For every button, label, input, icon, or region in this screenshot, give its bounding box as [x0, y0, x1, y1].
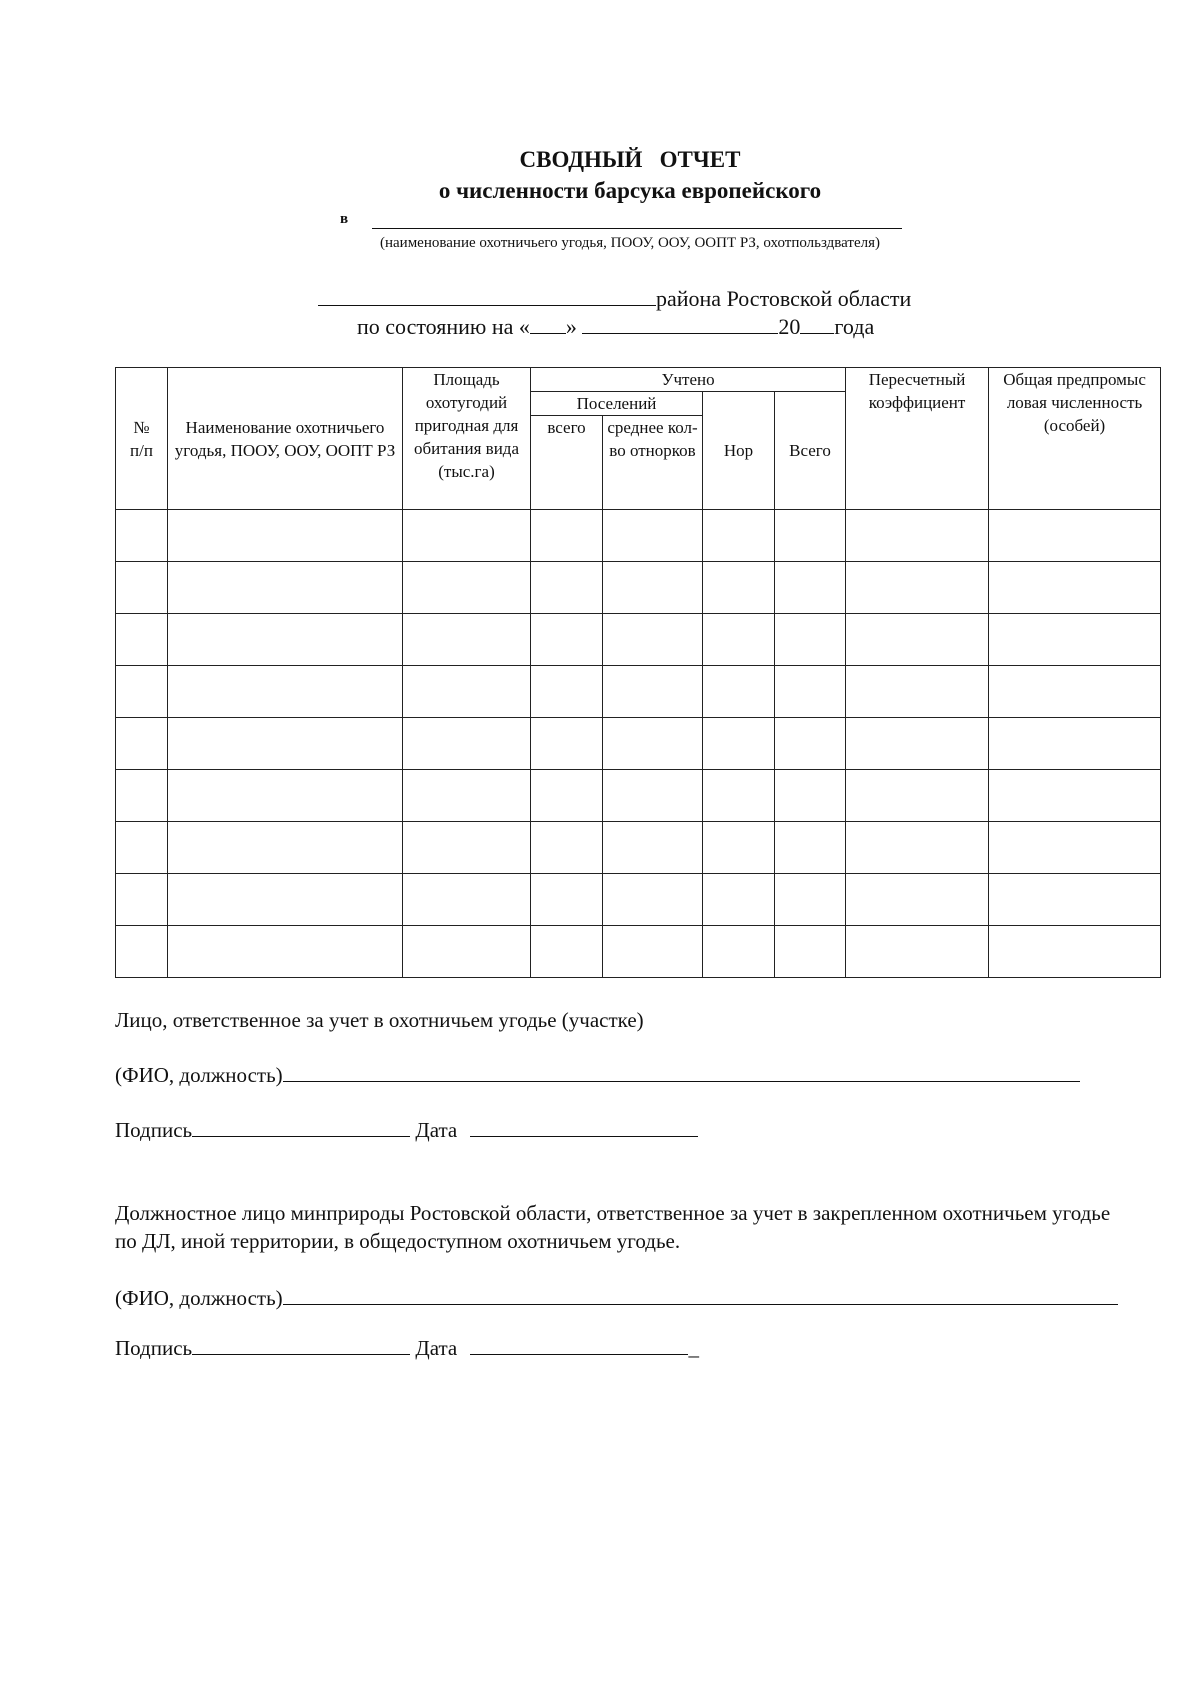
- table-cell[interactable]: [989, 874, 1161, 926]
- table-cell[interactable]: [531, 510, 603, 562]
- table-cell[interactable]: [168, 718, 403, 770]
- table-cell[interactable]: [116, 718, 168, 770]
- table-cell[interactable]: [703, 718, 775, 770]
- table-cell[interactable]: [989, 770, 1161, 822]
- table-body: [116, 510, 1161, 978]
- trailing-mark: _: [688, 1336, 699, 1360]
- table-cell[interactable]: [116, 510, 168, 562]
- official-sign-row: [115, 1334, 699, 1362]
- table-cell[interactable]: [116, 666, 168, 718]
- district-text: района Ростовской области: [656, 286, 912, 311]
- table-cell[interactable]: [168, 510, 403, 562]
- table-cell[interactable]: [531, 718, 603, 770]
- table-cell[interactable]: [603, 666, 703, 718]
- date-blank[interactable]: [470, 1116, 698, 1137]
- table-cell[interactable]: [403, 770, 531, 822]
- table-cell[interactable]: [168, 666, 403, 718]
- table-cell[interactable]: [846, 666, 989, 718]
- report-subtitle: о численности барсука европейского: [438, 178, 822, 203]
- sign-blank[interactable]: [192, 1116, 410, 1137]
- table-cell[interactable]: [403, 666, 531, 718]
- table-cell[interactable]: [168, 770, 403, 822]
- table-row: [116, 614, 1161, 666]
- table-cell[interactable]: [403, 562, 531, 614]
- table-cell[interactable]: [703, 666, 775, 718]
- table-cell[interactable]: [403, 926, 531, 978]
- date-prefix: по состоянию на «: [357, 314, 530, 339]
- table-cell[interactable]: [531, 770, 603, 822]
- table-cell[interactable]: [116, 562, 168, 614]
- col-num-header: № п/п: [116, 368, 168, 510]
- report-table: [115, 367, 1161, 978]
- in-label: в: [340, 211, 349, 227]
- table-row: [116, 718, 1161, 770]
- date-close-quote: »: [565, 314, 577, 339]
- table-cell[interactable]: [168, 822, 403, 874]
- table-cell[interactable]: [775, 614, 846, 666]
- table-cell[interactable]: [603, 562, 703, 614]
- table-row: [116, 562, 1161, 614]
- table-cell[interactable]: [775, 770, 846, 822]
- col-name-header: Наименование охотничьего угодья, ПООУ, ООУ, ООПТ РЗ: [168, 368, 403, 510]
- table-cell[interactable]: [703, 562, 775, 614]
- table-cell[interactable]: [703, 510, 775, 562]
- table-row: [116, 926, 1161, 978]
- col-all-header: Всего: [775, 392, 846, 510]
- table-cell[interactable]: [846, 770, 989, 822]
- table-cell[interactable]: [531, 614, 603, 666]
- date-label-2: Дата: [415, 1336, 458, 1360]
- table-cell[interactable]: [531, 926, 603, 978]
- table-cell[interactable]: [603, 718, 703, 770]
- table-cell[interactable]: [403, 614, 531, 666]
- table-cell[interactable]: [989, 718, 1161, 770]
- col-coef-header: Пересчетный коэффициент: [846, 368, 989, 510]
- table-cell[interactable]: [703, 770, 775, 822]
- table-cell[interactable]: [989, 510, 1161, 562]
- table-cell[interactable]: [116, 822, 168, 874]
- date-day-blank[interactable]: [530, 312, 566, 334]
- table-row: [116, 822, 1161, 874]
- table-cell[interactable]: [168, 926, 403, 978]
- date-blank-2[interactable]: [470, 1334, 688, 1355]
- table-cell[interactable]: [846, 874, 989, 926]
- date-month-blank[interactable]: [582, 312, 778, 334]
- col-area-header: Площадь охотугодий пригодная для обитания вида (тыс.га): [403, 368, 531, 510]
- col-settlements-header: Поселений: [531, 392, 703, 416]
- table-cell[interactable]: [403, 822, 531, 874]
- table-cell[interactable]: [775, 510, 846, 562]
- fio-blank-2[interactable]: [283, 1284, 1118, 1305]
- fio-blank[interactable]: [283, 1061, 1080, 1082]
- col-total-header: всего: [531, 416, 603, 510]
- table-cell[interactable]: [989, 822, 1161, 874]
- col-burrows-header: Нор: [703, 392, 775, 510]
- table-row: [116, 770, 1161, 822]
- table-cell[interactable]: [603, 822, 703, 874]
- table-cell[interactable]: [989, 666, 1161, 718]
- table-row: [116, 510, 1161, 562]
- table-cell[interactable]: [846, 614, 989, 666]
- table-cell[interactable]: [168, 562, 403, 614]
- table-cell[interactable]: [775, 926, 846, 978]
- responsible-sign-row: [115, 1116, 698, 1144]
- report-title: СВОДНЫЙ ОТЧЕТ: [519, 147, 741, 172]
- table-cell[interactable]: [531, 822, 603, 874]
- sign-label: Подпись: [115, 1118, 193, 1142]
- hunting-ground-name-blank[interactable]: [372, 228, 902, 229]
- fio-label: (ФИО, должность): [115, 1063, 283, 1087]
- date-suffix: года: [834, 314, 875, 339]
- table-cell[interactable]: [703, 614, 775, 666]
- table-cell[interactable]: [603, 510, 703, 562]
- table-cell[interactable]: [775, 874, 846, 926]
- table-cell[interactable]: [403, 874, 531, 926]
- responsible-fio-row: [115, 1061, 1080, 1089]
- table-cell[interactable]: [603, 874, 703, 926]
- col-population-header: Общая предпромыс ловая численность (особей): [989, 368, 1161, 510]
- table-cell[interactable]: [116, 926, 168, 978]
- hunting-ground-caption: (наименование охотничьего угодья, ПООУ, ООУ, ООПТ РЗ, охотпольздвателя): [379, 235, 881, 251]
- date-row: [357, 312, 874, 340]
- official-fio-row: [115, 1284, 1118, 1312]
- table-cell[interactable]: [403, 510, 531, 562]
- table-cell[interactable]: [116, 874, 168, 926]
- table-cell[interactable]: [703, 926, 775, 978]
- sign-label-2: Подпись: [115, 1336, 193, 1360]
- table-cell[interactable]: [775, 562, 846, 614]
- table-row: [116, 666, 1161, 718]
- table-cell[interactable]: [531, 874, 603, 926]
- official-person-title: Должностное лицо минприроды Ростовской области, ответственное за учет в закрепленном охотничьем угодье по ДЛ, иной территории, в общедоступном охотничьем угодье.: [115, 1201, 1111, 1253]
- table-row: [116, 874, 1161, 926]
- table-cell[interactable]: [703, 874, 775, 926]
- col-avg-burrows-header: среднее кол-во отнорков: [603, 416, 703, 510]
- table-cell[interactable]: [603, 770, 703, 822]
- col-counted-header: Учтено: [531, 368, 846, 392]
- table-cell[interactable]: [989, 562, 1161, 614]
- table-cell[interactable]: [531, 666, 603, 718]
- date-year-blank[interactable]: [800, 312, 834, 334]
- sign-blank-2[interactable]: [192, 1334, 410, 1355]
- table-cell[interactable]: [603, 926, 703, 978]
- table-cell[interactable]: [116, 770, 168, 822]
- district-row: [318, 284, 911, 312]
- table-cell[interactable]: [989, 926, 1161, 978]
- table-cell[interactable]: [989, 614, 1161, 666]
- table-cell[interactable]: [846, 510, 989, 562]
- table-cell[interactable]: [846, 562, 989, 614]
- table-cell[interactable]: [531, 562, 603, 614]
- table-cell[interactable]: [168, 874, 403, 926]
- responsible-person-title: Лицо, ответственное за учет в охотничьем угодье (участке): [115, 1008, 644, 1032]
- table-cell[interactable]: [775, 718, 846, 770]
- district-name-blank[interactable]: [318, 284, 656, 306]
- table-cell[interactable]: [775, 666, 846, 718]
- table-cell[interactable]: [703, 822, 775, 874]
- table-cell[interactable]: [603, 614, 703, 666]
- table-cell[interactable]: [846, 926, 989, 978]
- date-label: Дата: [415, 1118, 458, 1142]
- table-cell[interactable]: [403, 718, 531, 770]
- table-cell[interactable]: [116, 614, 168, 666]
- table-cell[interactable]: [846, 718, 989, 770]
- fio-label-2: (ФИО, должность): [115, 1286, 283, 1310]
- table-cell[interactable]: [775, 822, 846, 874]
- table-cell[interactable]: [846, 822, 989, 874]
- date-year-prefix: 20: [778, 314, 801, 339]
- table-cell[interactable]: [168, 614, 403, 666]
